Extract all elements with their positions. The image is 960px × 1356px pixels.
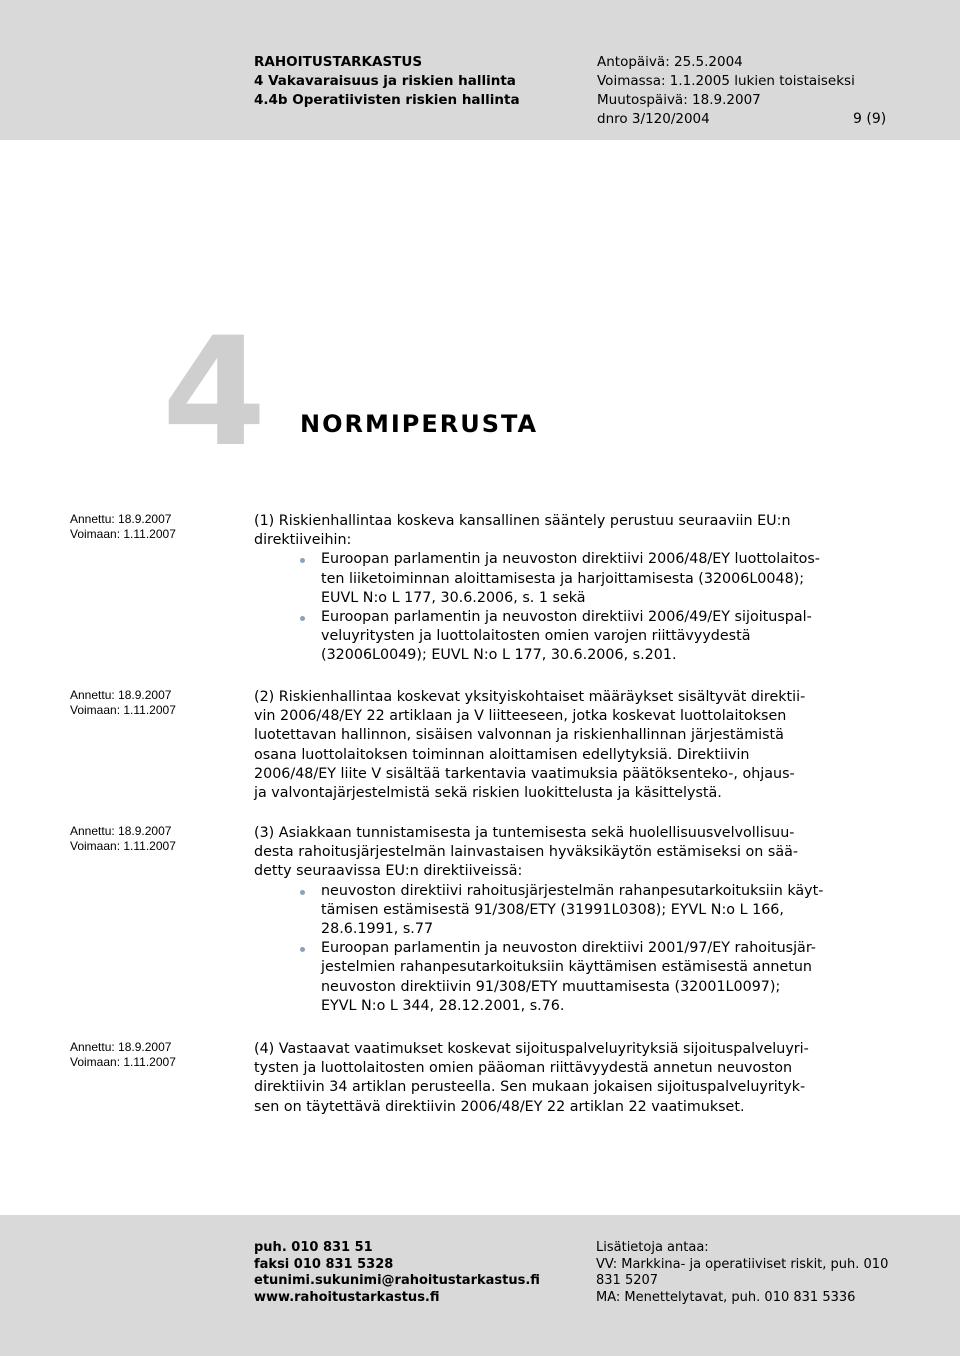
paragraph-3 [254,824,904,1016]
bullet-icon [300,890,305,895]
list-item-line: Euroopan parlamentin ja neuvoston direktiivi 2001/97/EY rahoitusjär- [321,940,816,957]
paragraph-line: (1) Riskienhallintaa koskeva kansallinen sääntely perustuu seuraaviin EU:n [254,513,791,529]
directive-list [254,550,904,665]
page-number: 9 (9) [853,111,887,127]
footer-info [596,1240,888,1306]
issued-date: Annettu: 18.9.2007 [70,512,172,526]
phone-number: puh. 010 831 51 [254,1240,373,1255]
section-title: NORMIPERUSTA [300,410,539,438]
issued-date: Annettu: 18.9.2007 [70,824,172,838]
paragraph-line: luotettavan hallinnon, sisäisen valvonnan ja riskienhallinnan järjestämistä [254,727,784,744]
paragraph-line: (2) Riskienhallintaa koskevat yksityiskohtaiset määräykset sisältyvät direktii- [254,689,806,705]
list-item-line: ten liiketoiminnan aloittamisesta ja harjoittamisesta (32006L0048); [321,570,805,587]
paragraph-line: vin 2006/48/EY 22 artiklaan ja V liitteeseen, jotka koskevat luottolaitoksen [254,708,787,725]
margin-note [70,824,176,854]
list-item-line: veluyritysten ja luottolaitosten omien varojen riittävyydestä [321,628,751,645]
list-item-line: Euroopan parlamentin ja neuvoston direktiivi 2006/49/EY sijoituspal- [321,609,812,626]
paragraph-line: desta rahoitusjärjestelmän lainvastaisen hyväksikäytön estämiseksi on sää- [254,844,799,861]
list-item-line: 28.6.1991, s.77 [321,921,434,938]
list-item [254,939,904,1016]
footer-contact [254,1240,540,1306]
paragraph-line: (4) Vastaavat vaatimukset koskevat sijoituspalveluyrityksiä sijoituspalveluyri- [254,1041,809,1057]
chapter-title: 4 Vakavaraisuus ja riskien hallinta [254,73,516,89]
directive-list [254,882,904,1016]
paragraph-line: sen on täytettävä direktiivin 2006/48/EY 22 artiklan 22 vaatimukset. [254,1098,745,1115]
bullet-icon [300,616,305,621]
effective-date: Voimaan: 1.11.2007 [70,527,176,541]
list-item [254,550,904,608]
issued-date: Annettu: 18.9.2007 [70,688,172,702]
paragraph-line: direktiiveihin: [254,532,352,549]
list-item-line: tämisen estämisestä 91/308/ETY (31991L0308); EYVL N:o L 166, [321,901,784,918]
paragraph-line: 2006/48/EY liite V sisältää tarkentavia vaatimuksia päätöksenteko-, ohjaus- [254,765,795,782]
effective-date: Voimaan: 1.11.2007 [70,839,176,853]
bullet-icon [300,947,305,952]
list-item-line: (32006L0049); EUVL N:o L 177, 30.6.2006, s.201. [321,647,677,664]
paragraph-line: osana luottolaitoksen toiminnan aloittamisen edellytyksiä. Direktiivin [254,746,750,763]
list-item-line: EYVL N:o L 344, 28.12.2001, s.76. [321,997,565,1014]
amendment-date: Muutospäivä: 18.9.2007 [597,92,761,108]
info-line: VV: Markkina- ja operatiiviset riskit, puh. 010 [596,1256,889,1272]
list-item [254,882,904,940]
section-number: 4 [162,306,267,480]
fax-number: faksi 010 831 5328 [254,1256,394,1272]
info-heading: Lisätietoja antaa: [596,1240,709,1255]
paragraph-1 [254,512,904,666]
list-item-line: neuvoston direktiivin 91/308/ETY muuttamisesta (32001L0097); [321,978,781,995]
paragraph-line: tysten ja luottolaitosten omien pääoman riittävyydestä annetun neuvoston [254,1060,793,1077]
effective-date: Voimaan: 1.11.2007 [70,1055,176,1069]
paragraph-line: detty seuraavissa EU:n direktiiveissä: [254,863,523,880]
list-item-line: Euroopan parlamentin ja neuvoston direktiivi 2006/48/EY luottolaitos- [321,551,820,568]
header-right [597,53,855,129]
margin-note [70,512,176,542]
effective-date: Voimaan: 1.11.2007 [70,703,176,717]
subchapter-title: 4.4b Operatiivisten riskien hallinta [254,92,520,108]
paragraph-line: direktiivin 34 artiklan perusteella. Sen mukaan jokaisen sijoituspalveluyrityk- [254,1079,806,1096]
header-left [254,53,520,110]
issue-date: Antopäivä: 25.5.2004 [597,54,743,70]
list-item [254,608,904,666]
list-item-line: EUVL N:o L 177, 30.6.2006, s. 1 sekä [321,589,586,606]
list-item-line: jestelmien rahanpesutarkoituksiin käyttämisen estämisestä annetun [321,959,812,976]
paragraph-4 [254,1040,904,1117]
validity: Voimassa: 1.1.2005 lukien toistaiseksi [597,73,855,89]
website-link[interactable]: www.rahoitustarkastus.fi [254,1289,440,1305]
margin-note [70,688,176,718]
record-number: dnro 3/120/2004 [597,111,710,127]
list-item-line: neuvoston direktiivi rahoitusjärjestelmän rahanpesutarkoituksiin käyt- [321,882,824,899]
bullet-icon [300,558,305,563]
info-line: 831 5207 [596,1273,659,1288]
paragraph-line: ja valvontajärjestelmistä sekä riskien luokittelusta ja käsittelystä. [254,785,722,802]
paragraph-2 [254,688,904,803]
org-name: RAHOITUSTARKASTUS [254,54,423,70]
email-address: etunimi.sukunimi@rahoitustarkastus.fi [254,1273,540,1288]
info-line: MA: Menettelytavat, puh. 010 831 5336 [596,1289,856,1305]
margin-note [70,1040,176,1070]
paragraph-line: (3) Asiakkaan tunnistamisesta ja tuntemisesta sekä huolellisuusvelvollisuu- [254,825,795,841]
issued-date: Annettu: 18.9.2007 [70,1040,172,1054]
